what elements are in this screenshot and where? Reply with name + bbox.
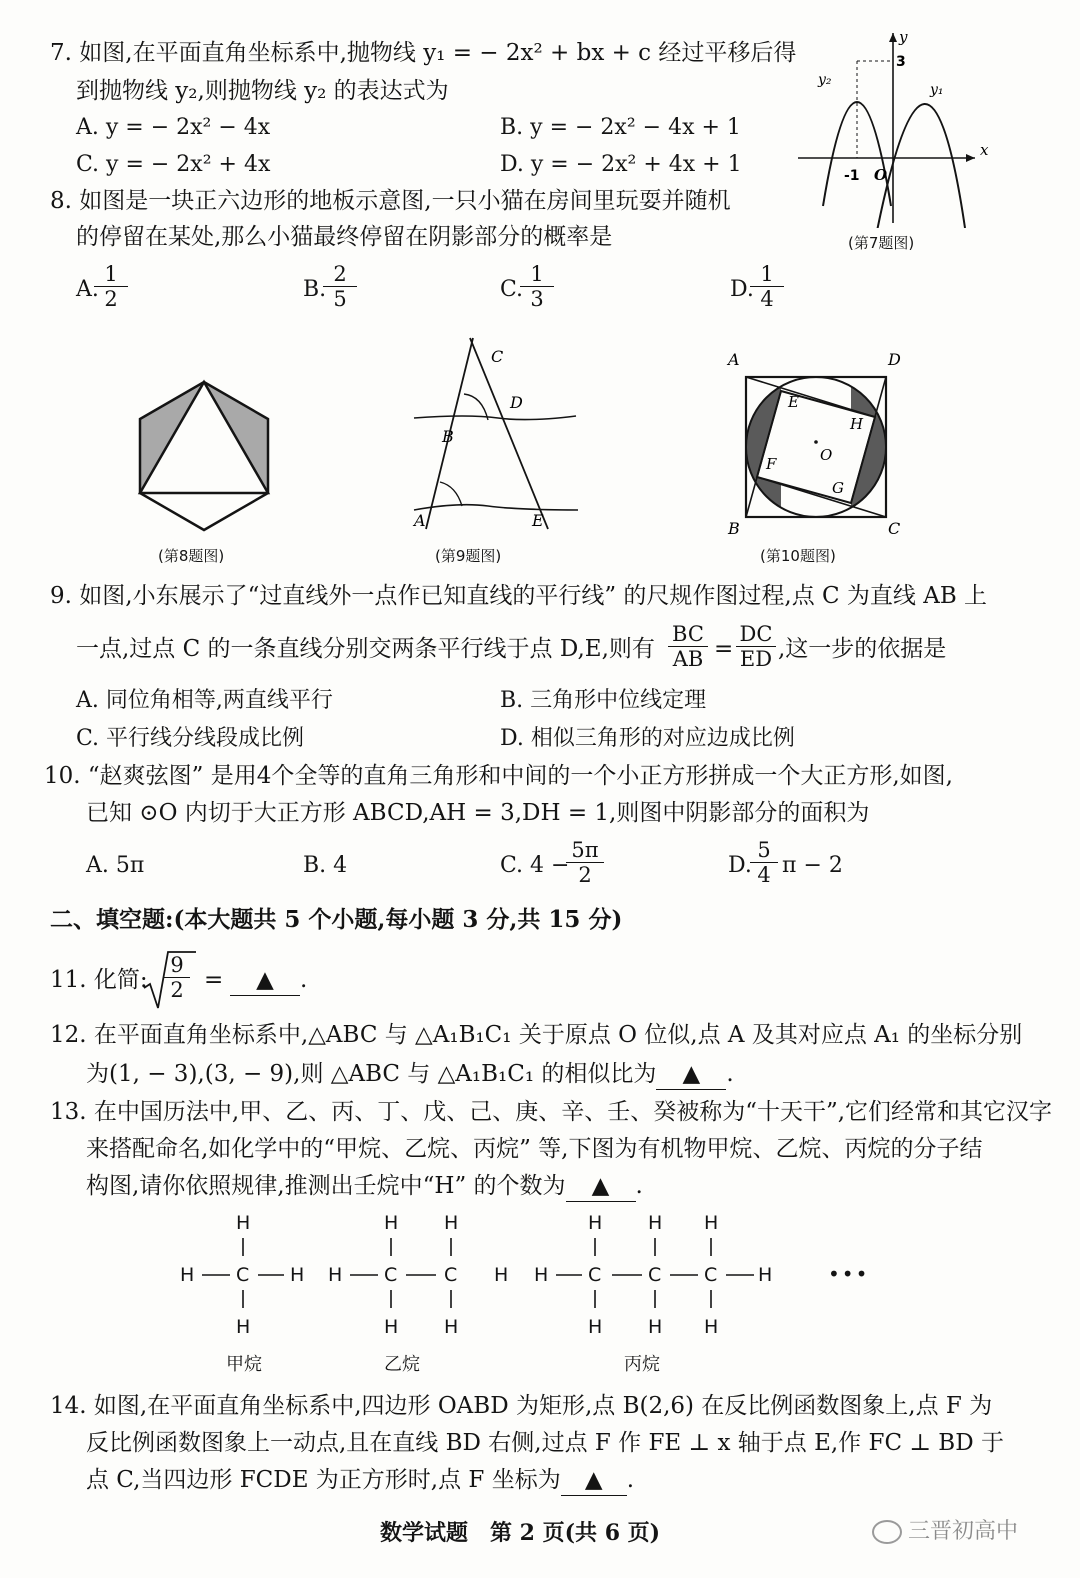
q10-d-den: 4 xyxy=(757,863,771,887)
q7-curve-y1 xyxy=(876,104,965,228)
q9-label-b: B xyxy=(442,427,454,446)
q9-label-c: C xyxy=(491,347,504,366)
q12-blank[interactable]: ▲ xyxy=(656,1059,726,1090)
q10-option-c-prefix: C. 4 − xyxy=(500,853,570,878)
q11-num: 9 xyxy=(164,953,190,978)
q11-fraction xyxy=(164,953,190,1002)
q11-den: 2 xyxy=(170,978,184,1002)
q12-stem-line2 xyxy=(86,1059,734,1090)
q9-figure-caption: (第9题图) xyxy=(435,547,502,565)
q14-stem-line3-text: 点 C,当四边形 FCDE 为正方形时,点 F 坐标为 xyxy=(86,1467,561,1493)
q7-y-arrow-icon xyxy=(889,33,897,42)
q9-label-e: E xyxy=(532,511,544,530)
ethane-c1: C xyxy=(384,1264,398,1286)
q9-fraction-dc-ed xyxy=(736,622,776,671)
q13-end: . xyxy=(635,1173,643,1199)
q10-stem-line2: 已知 ⊙O 内切于大正方形 ABCD,AH = 3,DH = 1,则图中阴影部分的面积为 xyxy=(86,800,870,826)
q7-x-label: x xyxy=(980,141,989,159)
q14-stem-line2: 反比例函数图象上一动点,且在直线 BD 右侧,过点 F 作 FE ⊥ x 轴于点 E,作 FC ⊥ BD 于 xyxy=(86,1430,1004,1456)
q10-label-b: B xyxy=(728,519,740,538)
q13-stem-line1: 13. 在中国历法中,甲、乙、丙、丁、戊、己、庚、辛、壬、癸被称为“十天干”,它们经常和其它汉字 xyxy=(50,1099,1053,1125)
q8-d-numerator: 1 xyxy=(750,262,784,287)
q7-y-label: y xyxy=(899,28,908,46)
q10-option-b: B. 4 xyxy=(303,853,348,878)
q14-stem-line1: 14. 如图,在平面直角坐标系中,四边形 OABD 为矩形,点 B(2,6) 在反比例函数图象上,点 F 为 xyxy=(50,1393,993,1419)
wechat-icon xyxy=(872,1520,902,1544)
q10-label-d: D xyxy=(888,350,901,369)
q11-blank[interactable]: ▲ xyxy=(230,965,300,996)
section-fill-in-heading: 二、填空题:(本大题共 5 个小题,每小题 3 分,共 15 分) xyxy=(50,906,623,933)
propane-c3: C xyxy=(704,1264,718,1286)
q9-frac2-num: DC xyxy=(736,622,776,647)
q11-end: . xyxy=(300,967,308,993)
q8-option-a-fraction xyxy=(94,262,128,311)
q9-option-b: B. 三角形中位线定理 xyxy=(500,688,707,713)
q13-ellipsis: ••• xyxy=(828,1262,870,1286)
q7-label-y1: y₁ xyxy=(930,82,944,98)
q10-label-a: A xyxy=(728,350,740,369)
q10-label-h: H xyxy=(850,415,864,433)
q8-option-d-fraction xyxy=(750,262,784,311)
page-footer: 数学试题 第 2 页(共 6 页) xyxy=(380,1520,661,1546)
propane-h-bottom3: H xyxy=(704,1316,719,1338)
q7-label-y2: y₂ xyxy=(818,72,832,88)
propane-h-right: H xyxy=(758,1264,773,1286)
q9-label-a: A xyxy=(414,511,426,530)
q7-option-c: C. y = − 2x² + 4x xyxy=(76,152,271,177)
q7-figure-caption: (第7题图) xyxy=(848,234,915,252)
q8-option-d-prefix: D. xyxy=(730,277,754,302)
q7-option-b: B. y = − 2x² − 4x + 1 xyxy=(500,115,741,140)
q7-option-d: D. y = − 2x² + 4x + 1 xyxy=(500,152,742,177)
q8-option-c-fraction xyxy=(520,262,554,311)
q10-c-num: 5π xyxy=(566,838,604,863)
q9-fraction-bc-ab xyxy=(668,622,708,671)
q8-a-denominator: 2 xyxy=(104,287,118,311)
q9-line-bd xyxy=(414,416,576,420)
q7-stem-line1: 7. 如图,在平面直角坐标系中,抛物线 y₁ = − 2x² + bx + c 经过平移后得 xyxy=(50,40,797,66)
methane-h-bottom: H xyxy=(236,1316,251,1338)
propane-h-top1: H xyxy=(588,1212,603,1234)
q9-stem-line2a: 一点,过点 C 的一条直线分别交两条平行线于点 D,E,则有 xyxy=(76,636,655,662)
ethane-h-bottom1: H xyxy=(384,1316,399,1338)
q10-c-den: 2 xyxy=(578,863,592,887)
q9-construction-figure xyxy=(408,334,583,534)
q9-stem-line1: 9. 如图,小东展示了“过直线外一点作已知直线的平行线” 的尺规作图过程,点 C 为直线 AB 上 xyxy=(50,583,988,609)
q8-option-a-prefix: A. xyxy=(76,277,99,302)
q10-label-g: G xyxy=(832,479,844,497)
q10-label-c: C xyxy=(888,519,901,538)
q12-end: . xyxy=(726,1061,734,1087)
q9-line-ce xyxy=(470,338,548,529)
methane-h-top: H xyxy=(236,1212,251,1234)
q14-end: . xyxy=(626,1467,635,1493)
q10-label-f: F xyxy=(766,455,777,473)
q10-option-a: A. 5π xyxy=(86,853,145,878)
q7-stem-line2: 到抛物线 y₂,则抛物线 y₂ 的表达式为 xyxy=(76,78,449,104)
q10-d-num: 5 xyxy=(750,838,778,863)
methane-h-right: H xyxy=(290,1264,305,1286)
methane-h-left: H xyxy=(180,1264,195,1286)
methane-c: C xyxy=(236,1264,250,1286)
q10-option-d-suffix: π − 2 xyxy=(782,853,843,878)
q10-stem-line1: 10. “赵爽弦图” 是用4个全等的直角三角形和中间的一个小正方形拼成一个大正方形,如图, xyxy=(44,763,953,789)
q11-prefix: 11. 化简: xyxy=(50,967,148,993)
watermark xyxy=(872,1514,1018,1545)
q9-frac2-den: ED xyxy=(739,647,773,671)
q9-line-ae xyxy=(414,505,578,510)
ethane-h-top2: H xyxy=(444,1212,459,1234)
q8-stem-line1: 8. 如图是一块正六边形的地板示意图,一只小猫在房间里玩耍并随机 xyxy=(50,188,731,214)
q7-label-3: 3 xyxy=(896,54,906,70)
q8-option-c-prefix: C. xyxy=(500,277,524,302)
ethane-h-left: H xyxy=(328,1264,343,1286)
q11-answer-line[interactable] xyxy=(230,965,307,996)
q8-b-numerator: 2 xyxy=(323,262,357,287)
q13-stem-line3-text: 构图,请你依照规律,推测出壬烷中“H” 的个数为 xyxy=(86,1173,566,1199)
q13-bonds xyxy=(202,1238,754,1308)
q9-frac1-den: AB xyxy=(672,647,704,671)
q7-label-origin: O xyxy=(874,166,888,184)
q10-option-d-prefix: D. xyxy=(728,853,752,878)
q13-name-propane: 丙烷 xyxy=(624,1354,660,1375)
q10-zhaoshuang-figure xyxy=(722,345,907,540)
q13-stem-line2: 来搭配命名,如化学中的“甲烷、乙烷、丙烷” 等,下图为有机物甲烷、乙烷、丙烷的分子结 xyxy=(86,1136,983,1162)
propane-h-top2: H xyxy=(648,1212,663,1234)
q8-option-b-prefix: B. xyxy=(303,277,327,302)
q9-stem-line2b: ,这一步的依据是 xyxy=(778,636,947,662)
propane-h-bottom1: H xyxy=(588,1316,603,1338)
q13-name-ethane: 乙烷 xyxy=(384,1354,420,1375)
propane-h-bottom2: H xyxy=(648,1316,663,1338)
ethane-h-bottom2: H xyxy=(444,1316,459,1338)
q12-stem-line2-text: 为(1, − 3),(3, − 9),则 △ABC 与 △A₁B₁C₁ 的相似比为 xyxy=(86,1061,657,1087)
q13-name-methane: 甲烷 xyxy=(226,1354,262,1375)
ethane-h-top1: H xyxy=(384,1212,399,1234)
q7-parabola-figure xyxy=(790,28,990,228)
q9-option-a: A. 同位角相等,两直线平行 xyxy=(76,688,333,713)
q8-b-denominator: 5 xyxy=(333,287,347,311)
q8-figure-caption: (第8题图) xyxy=(158,547,225,565)
q8-c-numerator: 1 xyxy=(520,262,554,287)
propane-c2: C xyxy=(648,1264,662,1286)
q8-a-numerator: 1 xyxy=(94,262,128,287)
ethane-c2: C xyxy=(444,1264,458,1286)
q8-stem-line2: 的停留在某处,那么小猫最终停留在阴影部分的概率是 xyxy=(76,224,613,250)
q10-center-dot xyxy=(814,440,818,444)
q9-equals: = xyxy=(714,636,734,662)
q13-bond-lines xyxy=(170,1210,790,1340)
propane-c1: C xyxy=(588,1264,602,1286)
ethane-h-right: H xyxy=(494,1264,509,1286)
q7-x-arrow-icon xyxy=(966,154,975,162)
q13-stem-line3 xyxy=(86,1171,643,1202)
q11-equals: = xyxy=(204,967,224,993)
q10-figure-caption: (第10题图) xyxy=(760,547,836,565)
watermark-text: 三晋初高中 xyxy=(908,1519,1019,1544)
q9-angle-arc-a xyxy=(440,482,462,506)
q9-option-d: D. 相似三角形的对应边成比例 xyxy=(500,726,795,751)
propane-h-top3: H xyxy=(704,1212,719,1234)
q8-option-b-fraction xyxy=(323,262,357,311)
q9-frac1-num: BC xyxy=(668,622,708,647)
q14-stem-line3 xyxy=(86,1465,634,1496)
q8-hexagon-figure xyxy=(130,372,280,542)
q7-option-a: A. y = − 2x² − 4x xyxy=(76,115,271,140)
q10-label-e: E xyxy=(788,393,799,411)
q8-d-denominator: 4 xyxy=(760,287,774,311)
q10-label-o: O xyxy=(820,446,833,464)
q9-option-c: C. 平行线分线段成比例 xyxy=(76,726,305,751)
propane-h-left: H xyxy=(534,1264,549,1286)
q10-option-c-fraction xyxy=(566,838,604,887)
q9-label-d: D xyxy=(510,393,523,412)
q14-blank[interactable]: ▲ xyxy=(561,1465,627,1496)
q10-option-d-fraction xyxy=(750,838,778,887)
q8-c-denominator: 3 xyxy=(530,287,544,311)
q7-label-neg1: -1 xyxy=(844,168,860,184)
q13-blank[interactable]: ▲ xyxy=(566,1171,636,1202)
q12-stem-line1: 12. 在平面直角坐标系中,△ABC 与 △A₁B₁C₁ 关于原点 O 位似,点 A 及其对应点 A₁ 的坐标分别 xyxy=(50,1022,1023,1048)
